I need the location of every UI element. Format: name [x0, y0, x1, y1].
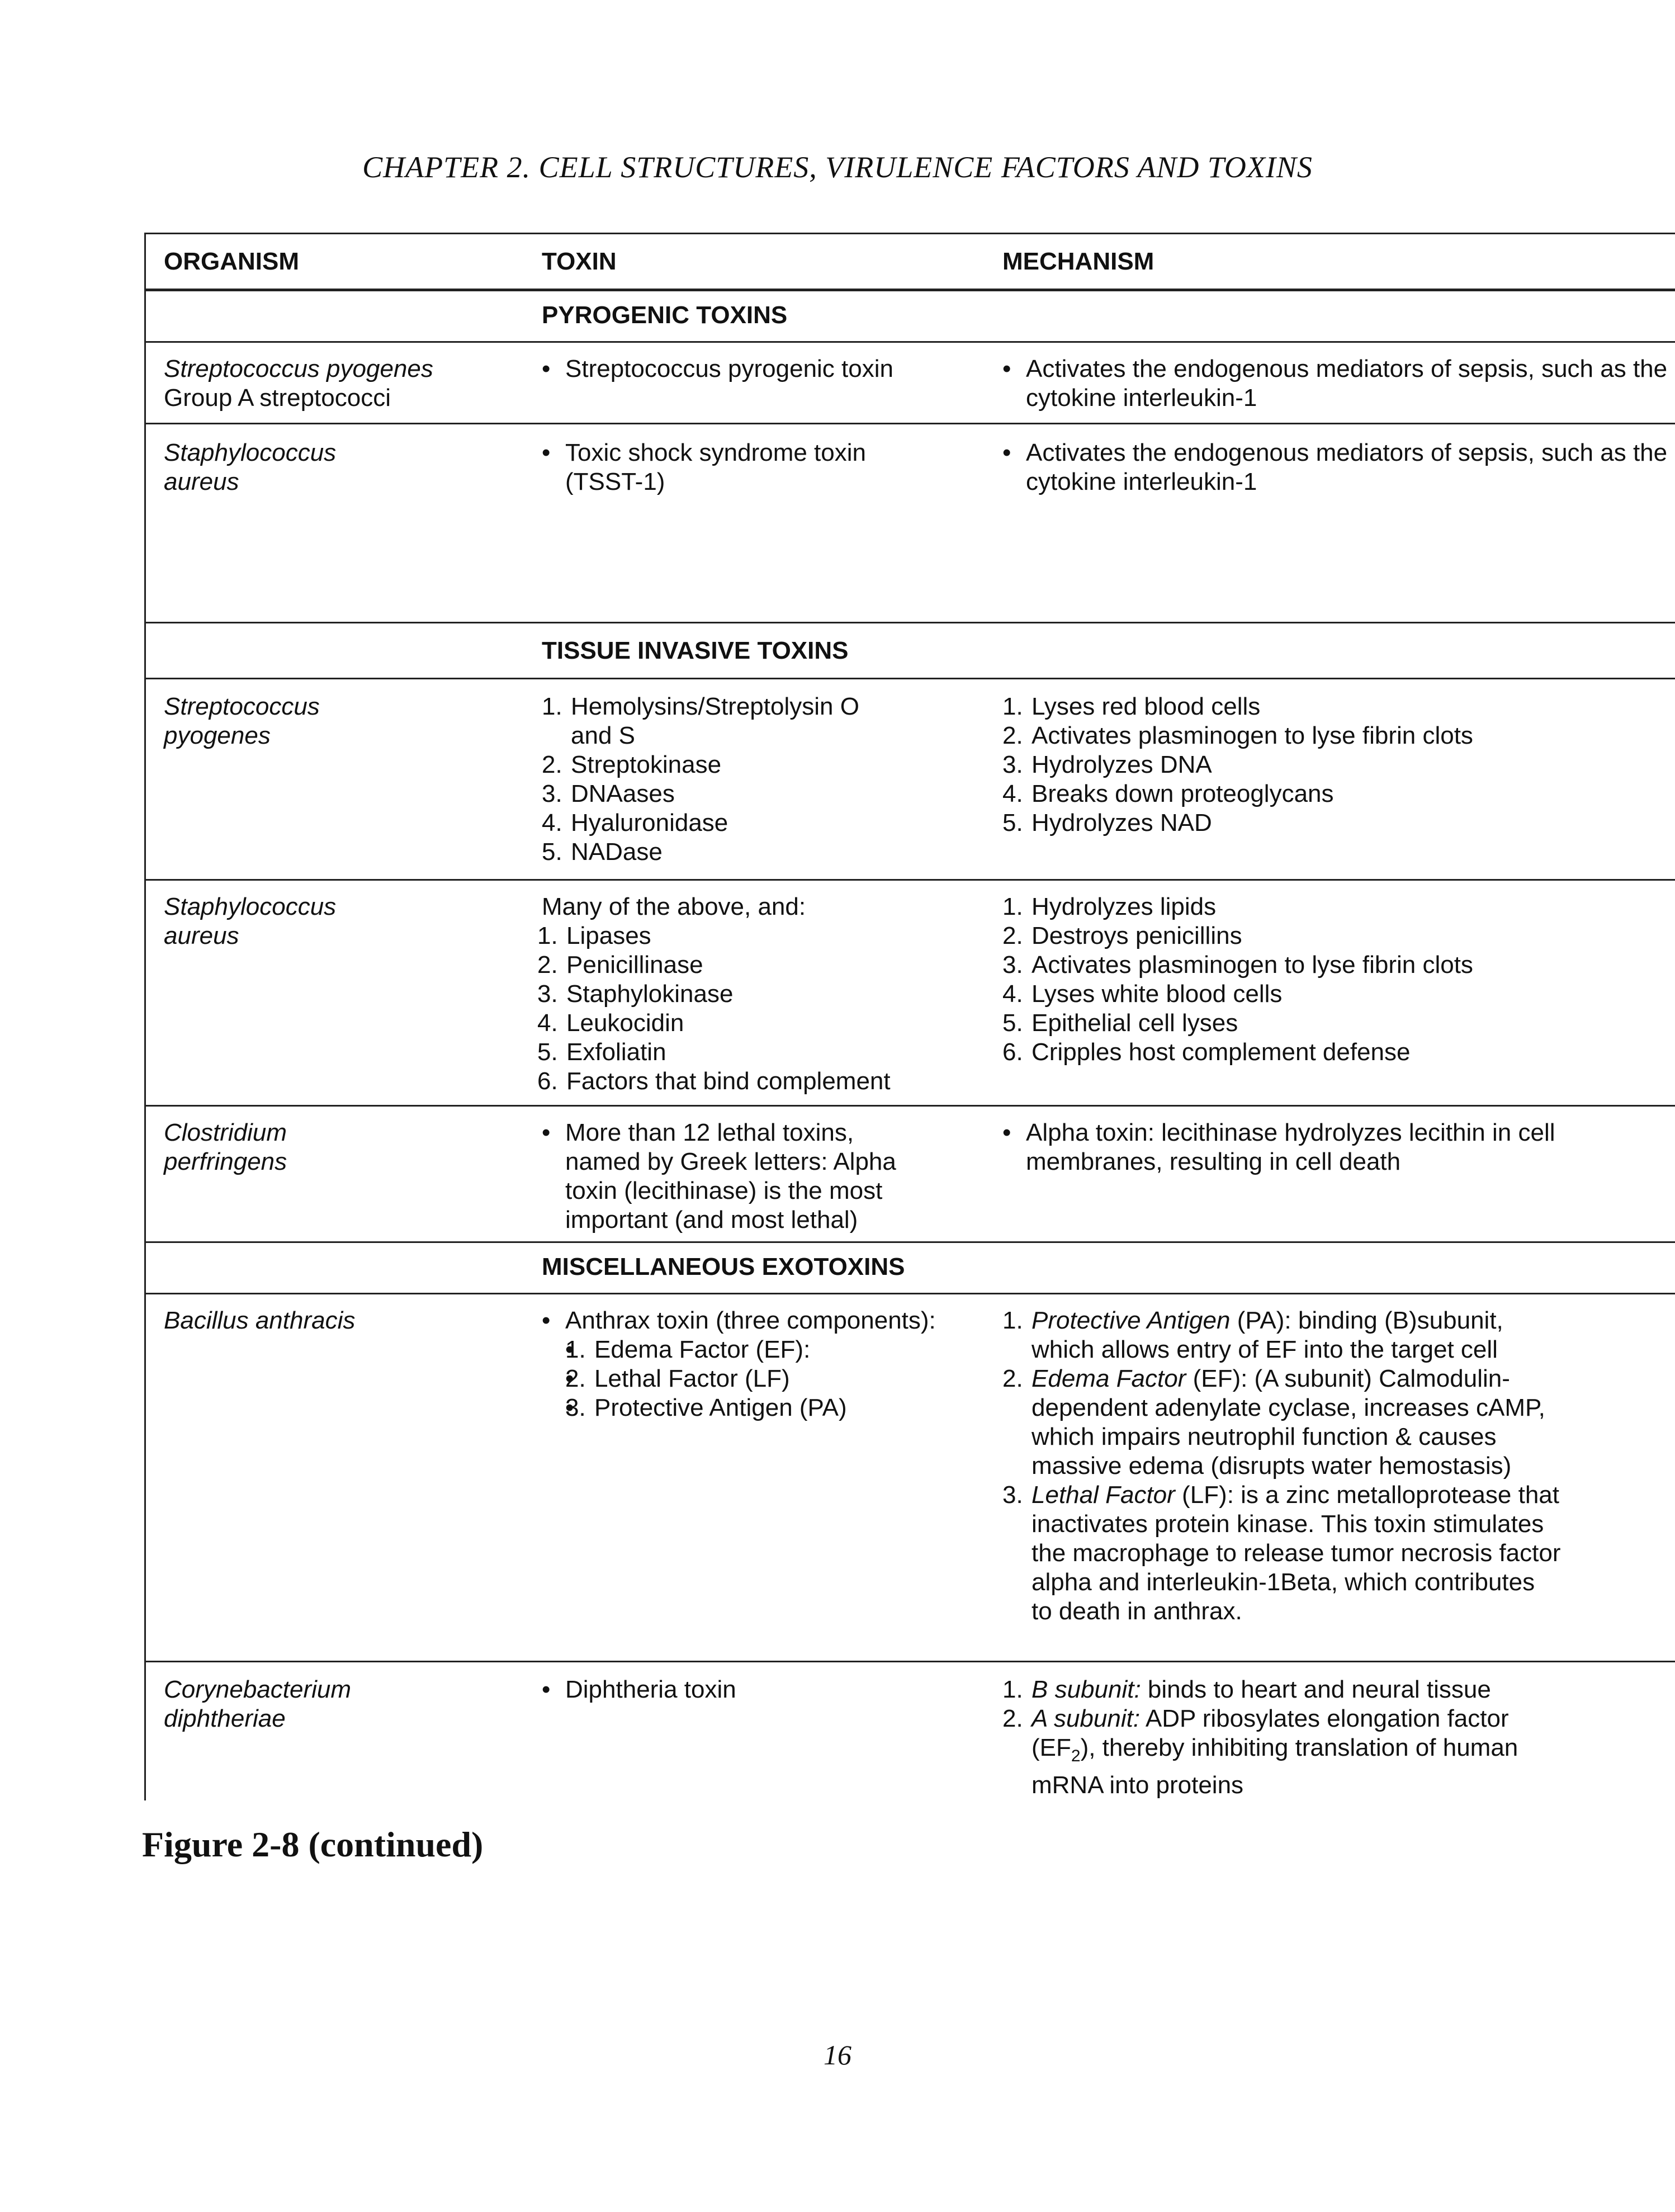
- mechanism-list: [1002, 355, 1673, 413]
- mechanism-item: 5. Epithelial cell lyses: [1002, 1009, 1238, 1037]
- mechanism-list: [1002, 438, 1673, 497]
- toxin-item: • Toxic shock syndrome toxin (TSST-1): [542, 438, 900, 497]
- chapter-title: CHAPTER 2. CELL STRUCTURES, VIRULENCE FACTORS AND TOXINS: [362, 150, 1313, 184]
- toxin-item: • Diphtheria toxin: [542, 1675, 1118, 1704]
- organism-cell: [164, 438, 510, 497]
- row-divider: [146, 622, 1675, 623]
- toxin-item: 2. Penicillinase: [537, 951, 703, 979]
- toxin-item: 4. Leukocidin: [537, 1009, 684, 1037]
- toxin-list: [542, 1306, 989, 1422]
- row-divider: [146, 678, 1675, 679]
- mechanism-list: [1002, 1118, 1562, 1176]
- organism-name: Staphylococcus: [164, 439, 337, 466]
- mechanism-item: 4. Lyses white blood cells: [1002, 980, 1283, 1008]
- figure-caption: Figure 2-8 (continued): [142, 1825, 484, 1864]
- organism-name: Streptococcus: [164, 693, 320, 720]
- toxin-item: 2. Streptokinase: [542, 751, 722, 778]
- page-number: 16: [824, 2039, 851, 2071]
- header-mechanism: MECHANISM: [1002, 248, 1154, 275]
- row-divider: [146, 1293, 1675, 1294]
- toxin-item: 3. DNAases: [542, 780, 675, 807]
- mechanism-item: 2. Destroys penicillins: [1002, 922, 1242, 949]
- mechanism-item: 1. B subunit: binds to heart and neural tissue: [1002, 1676, 1491, 1703]
- toxin-list: [542, 438, 900, 497]
- organism-cell: [164, 892, 510, 951]
- organism-name-line2: diphtheriae: [164, 1705, 286, 1732]
- mechanism-list: [1002, 892, 1673, 1067]
- mechanism-item: 3. Hydrolyzes DNA: [1002, 751, 1212, 778]
- mechanism-item: 1. Lyses red blood cells: [1002, 693, 1261, 720]
- organism-name-line2: aureus: [164, 922, 239, 949]
- component-item: • 2. Lethal Factor (LF): [565, 1364, 989, 1393]
- section-tissue-invasive-toxins: TISSUE INVASIVE TOXINS: [542, 637, 849, 664]
- toxin-cell: [542, 1306, 989, 1422]
- component-list: [565, 1335, 989, 1422]
- component-item: • 1. Edema Factor (EF):: [565, 1335, 989, 1364]
- toxin-item: 5. Exfoliatin: [537, 1038, 666, 1066]
- toxin-table: [144, 233, 1675, 1800]
- mechanism-list: [1002, 692, 1673, 838]
- row-divider: [146, 1105, 1675, 1107]
- mechanism-item: 1. Protective Antigen (PA): binding (B)subunit, which allows entry of EF into the target cell: [1002, 1307, 1503, 1363]
- mechanism-item: 2. Activates plasminogen to lyse fibrin clots: [1002, 722, 1473, 749]
- organism-cell: [164, 1306, 510, 1335]
- row-divider: [146, 879, 1675, 881]
- toxin-item: • Anthrax toxin (three components): • 1. Edema Factor (EF): • 2. Lethal Factor (LF) • 3. Protective Antigen (PA): [542, 1306, 989, 1422]
- organism-name-line2: pyogenes: [164, 722, 271, 749]
- organism-cell: [164, 1675, 510, 1733]
- row-divider: [146, 1661, 1675, 1662]
- organism-name-line2: aureus: [164, 468, 239, 495]
- toxin-intro: Many of the above, and:: [542, 893, 806, 920]
- toxin-item: 6. Factors that bind complement: [537, 1067, 891, 1095]
- section-miscellaneous-exotoxins: MISCELLANEOUS EXOTOXINS: [542, 1253, 905, 1280]
- mechanism-item: 2. Edema Factor (EF): (A subunit) Calmodulin-dependent adenylate cyclase, increases cAMP, which impairs neutrophil function & causes massive edema (disrupts water hemostasis): [1002, 1365, 1545, 1480]
- organism-cell: [164, 692, 510, 750]
- header-toxin: TOXIN: [542, 248, 617, 275]
- mechanism-list: [1002, 1675, 1562, 1800]
- toxin-list: [542, 692, 877, 867]
- toxin-item: 4. Hyaluronidase: [542, 809, 728, 836]
- row-divider: [146, 341, 1675, 343]
- mechanism-list: [1002, 1306, 1562, 1626]
- mechanism-item: • Activates the endogenous mediators of sepsis, such as the cytokine interleukin-1: [1002, 438, 1673, 497]
- mechanism-item: 3. Activates plasminogen to lyse fibrin clots: [1002, 951, 1473, 979]
- mechanism-item: • Alpha toxin: lecithinase hydrolyzes lecithin in cell membranes, resulting in cell death: [1002, 1118, 1562, 1176]
- organism-subtitle: Group A streptococci: [164, 384, 391, 412]
- organism-cell: [164, 1118, 510, 1176]
- toxin-item: 5. NADase: [542, 838, 663, 866]
- organism-name-line2: perfringens: [164, 1148, 287, 1175]
- header-bottom-rule: [146, 289, 1675, 291]
- mechanism-item: 3. Lethal Factor (LF): is a zinc metalloprotease that inactivates protein kinase. This toxin stimulates the macrophage to release tumor necrosis factor alpha and interleukin-1Beta, which contributes to death in anthrax.: [1002, 1481, 1561, 1625]
- organism-name: Clostridium: [164, 1119, 287, 1146]
- mechanism-item: 5. Hydrolyzes NAD: [1002, 809, 1212, 836]
- component-item: • 3. Protective Antigen (PA): [565, 1393, 989, 1422]
- mechanism-item: 1. Hydrolyzes lipids: [1002, 893, 1217, 920]
- toxin-item: 3. Staphylokinase: [537, 980, 734, 1008]
- toxin-list: [542, 1118, 911, 1235]
- organism-name: Staphylococcus: [164, 893, 337, 920]
- mechanism-item: • Activates the endogenous mediators of sepsis, such as the cytokine interleukin-1: [1002, 355, 1673, 413]
- toxin-item: • Streptococcus pyrogenic toxin: [542, 355, 1118, 384]
- header-organism: ORGANISM: [164, 248, 299, 275]
- toxin-item: 1. Hemolysins/Streptolysin O and S: [542, 693, 859, 749]
- row-divider: [146, 423, 1675, 424]
- mechanism-item: 6. Cripples host complement defense: [1002, 1038, 1411, 1066]
- organism-name: Bacillus anthracis: [164, 1307, 356, 1334]
- organism-cell: [164, 355, 510, 413]
- section-pyrogenic-toxins: PYROGENIC TOXINS: [542, 301, 788, 329]
- organism-name: Corynebacterium: [164, 1676, 352, 1703]
- table-top-rule: [146, 233, 1675, 234]
- mechanism-item: 2. A subunit: ADP ribosylates elongation factor $(EF_2)$, thereby inhibiting translation of human mRNA into proteins: [1002, 1705, 1518, 1799]
- row-divider: [146, 1241, 1675, 1243]
- mechanism-item: 4. Breaks down proteoglycans: [1002, 780, 1334, 807]
- toxin-item: 1. Lipases: [537, 922, 651, 949]
- organism-name: Streptococcus pyogenes: [164, 355, 433, 382]
- toxin-item: • More than 12 lethal toxins, named by Greek letters: Alpha toxin (lecithinase) is the most important (and most lethal): [542, 1118, 911, 1235]
